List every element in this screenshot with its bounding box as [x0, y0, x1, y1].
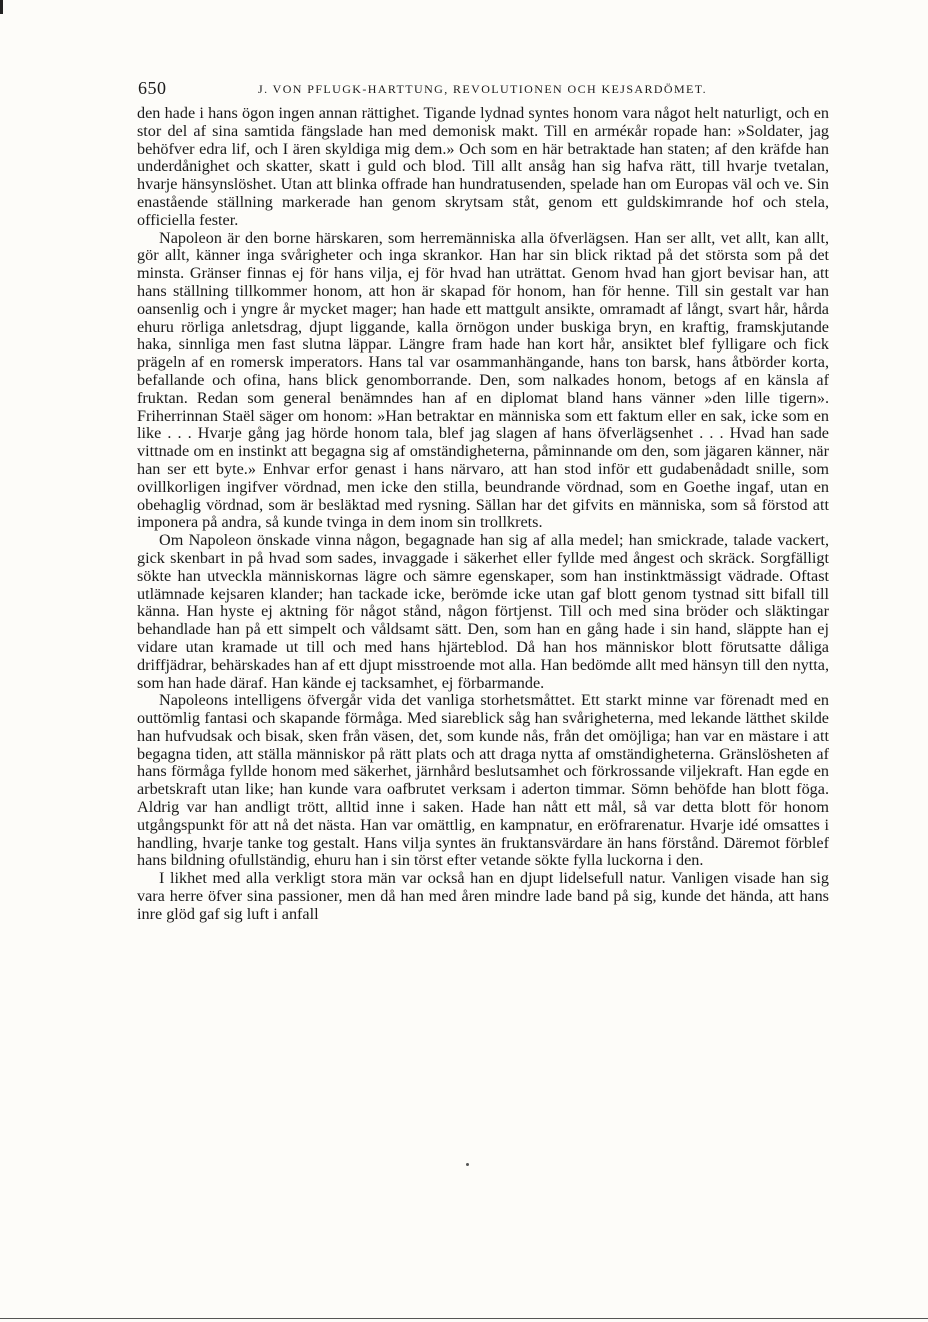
running-head: J. VON PFLUGK-HARTTUNG, REVOLUTIONEN OCH KEJSARDÖMET. [258, 82, 708, 96]
page-number: 650 [138, 78, 167, 98]
scan-mark [0, 0, 3, 14]
paragraph-2: Napoleon är den borne härskaren, som herremänniska alla öfverlägsen. Han ser allt, vet allt, kan allt, gör allt, känner inga svårigheter och inga skrankor. Han har sin blick riktad på det största som på det minsta. Gränser finnas ej för hans vilja, ej för hvad han uträttat. Genom hvad han gjort bevisar han, att hans ställning tillkommer honom, att hon är skapad för honom, han för henne. Till sin gestalt var han oansenlig och i yngre år mycket mager; han hade ett mattgult ansikte, omramadt af långt, svart hår, hårda ehuru rörliga anletsdrag, djupt liggande, kalla örnögon under buskiga bryn, en kraftig, framskjutande haka, sinnliga men fast slutna läppar. Längre fram hade han kort hår, ansiktet blef fylligare och fick prägeln af en romersk imperators. Hans tal var osammanhängande, hans ton barsk, hans åtbörder korta, befallande och ofina, hans blick genomborrande. Den, som nalkades honom, betogs af en känsla af fruktan. Redan som general benämndes han af en diplomat bland hans vänner »den lille tigern». Friherrinnan Staël säger om honom: »Han betraktar en människa som ett faktum eller en sak, icke som en like . . . Hvarje gång jag hörde honom tala, blef jag slagen af hans öfverlägsenhet . . . Hvad han sade vittnade om en instinkt att begagna sig af omständigheterna, påminnande om den, som jägaren känner, när han ser ett byte.» Enhvar erfor genast i hans närvaro, att han stod inför ett gudabenådadt snille, som ovillkorligen ingifver vördnad, men icke den stilla, beundrande vördnad, som en Goethe ingaf, utan en obehaglig vördnad, som är besläktad med rysning. Sällan har det gifvits en människa, som så förstod att imponera på andra, så kunde tvinga in dem inom sin trollkrets. [137, 228, 829, 532]
paragraph-1: den hade i hans ögon ingen annan rättighet. Tigande lydnad syntes honom vara något helt naturligt, och en stor del af sina samtida fängslade han med demonisk makt. Till en arméкår ropade han: »Soldater, jag behöfver edra lif, och I ären skyldiga mig dem.» Och som en här betraktade han staten; af den kräfde han underdånighet och skatter, skatt i guld och blod. Till allt ansåg han sig hafva rätt, till hvarje tvetalan, hvarje hänsynslöshet. Utan att blinka offrade han hundratusenden, spelade han om Europas väl och ve. Sin enastående ställning markerade han genom skrytsam ståt, genom ett guldskimrande hof och stela, officiella fester. [137, 104, 829, 229]
print-speck [466, 1163, 469, 1166]
paragraph-5: I likhet med alla verkligt stora män var också han en djupt lidelsefull natur. Vanligen visade han sig vara herre öfver sina passioner, men då han med åren mindre lade band på sig, kunde det hända, att hans inre glöd gaf sig luft i anfall [137, 869, 829, 923]
bottom-edge-line [0, 1318, 928, 1319]
body-text [137, 105, 829, 924]
page-header [138, 78, 828, 102]
paragraph-4: Napoleons intelligens öfvergår vida det vanliga storhetsmåttet. Ett starkt minne var förenadt med en outtömlig fantasi och skapande förmåga. Med siareblick såg han svårigheterna, med lekande lätthet skilde han hufvudsak och bisak, sken från väsen, det, som kunde nås, från det omöjliga; han var en mästare i att begagna tiden, att ställa människor på rätt plats och att draga nytta af omständigheterna. Gränslösheten af hans förmåga fyllde honom med säkerhet, järnhård beslutsamhet och förkrossande viljekraft. Han egde en arbetskraft utan like; han kunde vara oafbrutet verksam i aderton timmar. Sömn behöfde han blott föga. Aldrig var han andligt trött, alltid inne i saken. Hade han nått ett mål, så var detta blott för honom utgångspunkt för att nå det nästa. Han var omättlig, en kampnatur, en eröfrarenatur. Hvarje idé omsattes i handling, hvarje tanke tog gestalt. Hans vilja syntes än fruktansvärdare än hans förstånd. Däremot förblef hans bildning ofullständig, ehuru han i sin törst efter vetande sökte fylla luckorna i den. [137, 691, 829, 870]
paragraph-3: Om Napoleon önskade vinna någon, begagnade han sig af alla medel; han smickrade, talade vackert, gick skenbart in på hvad som sades, invaggade i säkerhet eller fyllde med ångest och skräck. Sorgfälligt sökte han utveckla människornas lägre och sämre egenskaper, som han instinktmässigt vädrade. Oftast utlämnade kejsaren klander; han tackade icke, berömde icke utan gaf blott genom tystnad sitt bifall till känna. Han hyste ej aktning för något stånd, någon förtjenst. Till och med sina bröder och släktingar behandlade han på ett simpelt och våldsamt sätt. Den, som han en gång hade i sin hand, släppte han ej vidare utan kramade ut till och med hans hjärteblod. Då han hos människor blott förutsatte dåliga driffjädrar, behärskades han af ett djupt misstroende mot alla. Han bedömde allt med hänsyn till den nytta, som han hade däraf. Han kände ej tacksamhet, ej förbarmande. [137, 531, 829, 692]
